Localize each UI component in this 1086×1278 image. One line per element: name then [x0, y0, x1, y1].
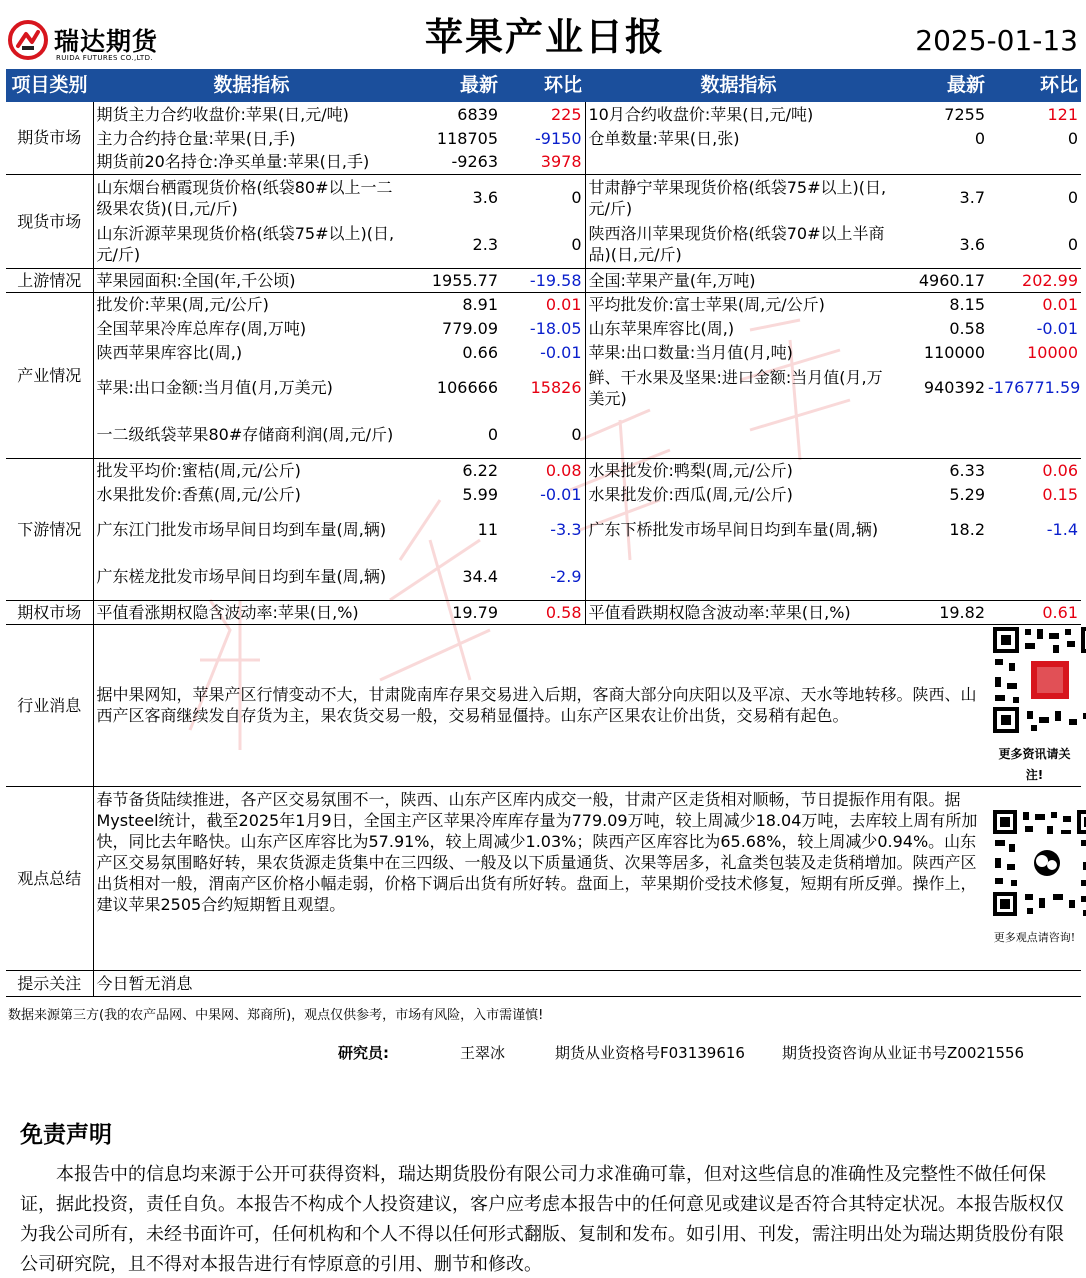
- logo-text: 瑞达期货: [54, 27, 159, 56]
- change-value: [988, 411, 1081, 458]
- table-row: [6, 364, 1081, 411]
- change-value: 0: [501, 174, 585, 221]
- indicator-name: 全国苹果冷库总库存(周,万吨): [96, 318, 307, 338]
- researcher-name: 王翠冰: [460, 1044, 506, 1062]
- latest-value: 5.99: [462, 484, 498, 504]
- qr-code-news: [988, 624, 1081, 786]
- indicator-name: 平均批发价:富士苹果(周,元/公斤): [585, 292, 892, 316]
- latest-value: 2.3: [472, 234, 498, 254]
- latest-value: 0.58: [949, 318, 985, 338]
- latest-value: 940392: [923, 378, 985, 397]
- logo-subtitle: RUIDA FUTURES CO.,LTD.: [56, 54, 154, 62]
- disclaimer-title: 免责声明: [20, 1122, 112, 1148]
- latest-value: 0: [974, 128, 985, 148]
- change-value: 202.99: [988, 268, 1081, 292]
- change-value: -0.01: [501, 482, 585, 506]
- indicator-name: 苹果:出口金额:当月值(月,万美元): [96, 378, 333, 397]
- header-indicator-2: 数据指标: [585, 69, 892, 102]
- table-row: [6, 102, 1081, 126]
- change-value: -9150: [501, 126, 585, 150]
- futures-license: 期货从业资格号F03139616: [555, 1044, 745, 1062]
- header-latest: 最新: [410, 69, 501, 102]
- indicator-name: [585, 553, 892, 600]
- latest-value: 8.91: [410, 292, 501, 316]
- change-value: [988, 150, 1081, 174]
- news-text: 据中果网知，苹果产区行情变动不大，甘肃陇南库存果交易进入后期，客商大部分向庆阳以及平凉、天水等地转移。陕西、山西产区客商继续发自存货为主，果农货交易一般，交易稍显僵持。山东产区果农让价出货，交易稍有起色。: [93, 624, 988, 786]
- change-value: [988, 553, 1081, 600]
- consulting-license: 期货投资咨询从业证书号Z0021556: [782, 1044, 1025, 1062]
- qr-code-view: [988, 786, 1081, 970]
- latest-value: 3.7: [892, 174, 988, 221]
- category-spot: 现货市场: [6, 174, 93, 268]
- table-row: [6, 292, 1081, 316]
- table-row: [6, 150, 1081, 174]
- change-value: 225: [501, 102, 585, 126]
- latest-value: 8.15: [892, 292, 988, 316]
- indicator-name: 仓单数量:苹果(日,张): [588, 128, 740, 148]
- change-value: -0.01: [1036, 318, 1078, 338]
- change-value: 0.08: [501, 458, 585, 482]
- table-row: [6, 553, 1081, 600]
- indicator-name: 水果批发价:香蕉(周,元/公斤): [96, 484, 301, 504]
- latest-value: 1955.77: [410, 268, 501, 292]
- latest-value: 18.2: [949, 520, 985, 539]
- indicator-name: 水果批发价:西瓜(周,元/公斤): [588, 484, 793, 504]
- latest-value: 3.6: [410, 174, 501, 221]
- latest-value: 110000: [923, 342, 985, 362]
- latest-value: -9263: [451, 152, 498, 172]
- indicator-name: 水果批发价:鸭梨(周,元/公斤): [585, 458, 892, 482]
- indicator-name: 平值看跌期权隐含波动率:苹果(日,%): [585, 600, 892, 624]
- change-value: 0.06: [988, 458, 1081, 482]
- category-futures: 期货市场: [6, 102, 93, 174]
- indicator-name: 山东烟台栖霞现货价格(纸袋80#以上一二级果农货)(日,元/斤): [93, 174, 410, 221]
- researcher-label: 研究员:: [338, 1044, 389, 1062]
- change-value: 15826: [501, 364, 585, 411]
- category-downstream: 下游情况: [6, 458, 93, 600]
- change-value: -1.4: [1046, 520, 1078, 539]
- change-value: 0.01: [988, 292, 1081, 316]
- category-options: 期权市场: [6, 600, 93, 624]
- table-header-row: [6, 69, 1081, 102]
- table-row: [6, 600, 1081, 624]
- indicator-name: 山东沂源苹果现货价格(纸袋75#以上)(日,元/斤): [96, 224, 395, 265]
- category-news: 行业消息: [6, 624, 93, 786]
- latest-value: [892, 150, 988, 174]
- indicator-name: 主力合约持仓量:苹果(日,手): [96, 128, 296, 148]
- change-value: -19.58: [501, 268, 585, 292]
- change-value: 0: [501, 221, 585, 268]
- change-value: 0: [501, 411, 585, 458]
- header-indicator: 数据指标: [93, 69, 410, 102]
- latest-value: 4960.17: [892, 268, 988, 292]
- company-logo: [8, 20, 178, 66]
- category-view: 观点总结: [6, 786, 93, 970]
- latest-value: 106666: [436, 378, 498, 397]
- latest-value: 6.22: [410, 458, 501, 482]
- change-value: -176771.59: [988, 378, 1081, 397]
- qr-code-icon: [991, 625, 1086, 735]
- latest-value: 6839: [457, 104, 498, 124]
- indicator-name: 10月合约收盘价:苹果(日,元/吨): [588, 104, 814, 124]
- table-row: [6, 174, 1081, 221]
- category-upstream: 上游情况: [6, 268, 93, 292]
- qr-code-icon: [991, 808, 1086, 918]
- table-row: [6, 126, 1081, 150]
- latest-value: 118705: [436, 128, 498, 148]
- view-text: 春节备货陆续推进，各产区交易氛围不一，陕西、山东产区库内成交一般，甘肃产区走货相对顺畅，节日提振作用有限。据Mysteel统计，截至2025年1月9日，全国主产区苹果冷库库存量为779.09万吨，较上周减少18.04万吨，去库较上周有所加快，同比去年略快。山东产区库容比为57.91%，较上周减少1.03%；陕西产区库容比为65.68%，较上周减少0.94%。山东产区交易氛围略好转，果农货源走货集中在三四级、一般及以下质量通货、次果等居多，礼盒类包装及走货稍增加。陕西产区出货相对一般，渭南产区价格小幅走弱，价格下调后出货有所好转。盘面上，苹果期价受技术修复，短期有所反弹。操作上，建议苹果2505合约短期暂且观望。: [93, 786, 988, 970]
- change-value: 0.58: [501, 600, 585, 624]
- latest-value: 5.29: [949, 484, 985, 504]
- category-industry: 产业情况: [6, 292, 93, 458]
- latest-value: 3.6: [959, 234, 985, 254]
- latest-value: 11: [477, 520, 498, 539]
- news-row: [6, 624, 1081, 786]
- tips-text: 今日暂无消息: [93, 970, 1081, 996]
- latest-value: 0.66: [462, 342, 498, 362]
- view-row: [6, 786, 1081, 970]
- change-value: 121: [1047, 104, 1078, 124]
- latest-value: 19.79: [410, 600, 501, 624]
- latest-value: [892, 553, 988, 600]
- indicator-name: 期货主力合约收盘价:苹果(日,元/吨): [96, 104, 349, 124]
- change-value: 0: [1067, 234, 1078, 254]
- change-value: 10000: [1027, 342, 1078, 362]
- latest-value: 779.09: [442, 318, 498, 338]
- table-row: [6, 411, 1081, 458]
- disclaimer-body: 本报告中的信息均来源于公开可获得资料，瑞达期货股份有限公司力求准确可靠，但对这些信息的准确性及完整性不做任何保证，据此投资，责任自负。本报告不构成个人投资建议，客户应考虑本报告中的任何意见或建议是否符合其特定状况。本报告版权仅为我公司所有，未经书面许可，任何机构和个人不得以任何形式翻版、复制和发布。如引用、刊发，需注明出处为瑞达期货股份有限公司研究院，且不得对本报告进行有悖原意的引用、删节和修改。: [20, 1164, 1064, 1275]
- page-title: 苹果产业日报: [424, 15, 665, 59]
- header-category: 项目类别: [6, 69, 93, 102]
- report-date: 2025-01-13: [915, 24, 1078, 57]
- change-value: -0.01: [501, 340, 585, 364]
- indicator-name: 批发价:苹果(周,元/公斤): [93, 292, 410, 316]
- table-row: [6, 458, 1081, 482]
- latest-value: 19.82: [892, 600, 988, 624]
- latest-value: 0: [487, 424, 498, 444]
- indicator-name: 批发平均价:蜜桔(周,元/公斤): [93, 458, 410, 482]
- logo-mark-icon: [8, 20, 48, 60]
- change-value: -2.9: [501, 553, 585, 600]
- category-tips: 提示关注: [6, 970, 93, 996]
- change-value: 0.15: [1042, 484, 1078, 504]
- table-row: [6, 316, 1081, 340]
- indicator-name: 山东苹果库容比(周,): [588, 318, 735, 338]
- indicator-name: [585, 150, 892, 174]
- indicator-name: 鲜、干水果及坚果:进口金额:当月值(月,万美元): [588, 367, 883, 408]
- indicator-name: [585, 411, 892, 458]
- indicator-name: 甘肃静宁苹果现货价格(纸袋75#以上)(日,元/斤): [585, 174, 892, 221]
- latest-value: 7255: [944, 104, 985, 124]
- table-row: [6, 482, 1081, 506]
- qr-caption-view: 更多观点请咨询!: [993, 931, 1076, 944]
- indicator-name: 广东下桥批发市场早间日均到车量(周,辆): [588, 520, 879, 539]
- latest-value: 6.33: [892, 458, 988, 482]
- change-value: 0.61: [988, 600, 1081, 624]
- indicator-name: 陕西洛川苹果现货价格(纸袋70#以上半商品)(日,元/斤): [588, 224, 885, 265]
- indicator-name: 平值看涨期权隐含波动率:苹果(日,%): [93, 600, 410, 624]
- indicator-name: 广东槎龙批发市场早间日均到车量(周,辆): [96, 566, 387, 586]
- indicator-name: 期货前20名持仓:净买单量:苹果(日,手): [96, 152, 370, 172]
- report-header: [0, 0, 1086, 68]
- table-row: [6, 340, 1081, 364]
- data-table: [6, 69, 1081, 997]
- header-change: 环比: [501, 69, 585, 102]
- indicator-name: 苹果园面积:全国(年,千公顷): [93, 268, 410, 292]
- latest-value: [892, 411, 988, 458]
- data-source-note: 数据来源第三方(我的农产品网、中果网、郑商所)，观点仅供参考，市场有风险，入市需谨慎!: [8, 1008, 544, 1023]
- table-row: [6, 268, 1081, 292]
- indicator-name: 全国:苹果产量(年,万吨): [585, 268, 892, 292]
- indicator-name: 苹果:出口数量:当月值(月,吨): [588, 342, 793, 362]
- indicator-name: 陕西苹果库容比(周,): [96, 342, 243, 362]
- change-value: -3.3: [501, 506, 585, 553]
- table-row: [6, 506, 1081, 553]
- indicator-name: 广东江门批发市场早间日均到车量(周,辆): [96, 520, 387, 539]
- change-value: 0.01: [501, 292, 585, 316]
- indicator-name: 一二级纸袋苹果80#存储商利润(周,元/斤): [96, 424, 394, 444]
- header-latest-2: 最新: [892, 69, 988, 102]
- change-value: 0: [988, 174, 1081, 221]
- tips-row: [6, 970, 1081, 996]
- header-change-2: 环比: [988, 69, 1081, 102]
- table-row: [6, 221, 1081, 268]
- change-value: -18.05: [501, 316, 585, 340]
- change-value: 0: [1067, 128, 1078, 148]
- qr-caption-news: 更多资讯请关注!: [998, 746, 1071, 782]
- change-value: 3978: [501, 150, 585, 174]
- latest-value: 34.4: [462, 566, 498, 586]
